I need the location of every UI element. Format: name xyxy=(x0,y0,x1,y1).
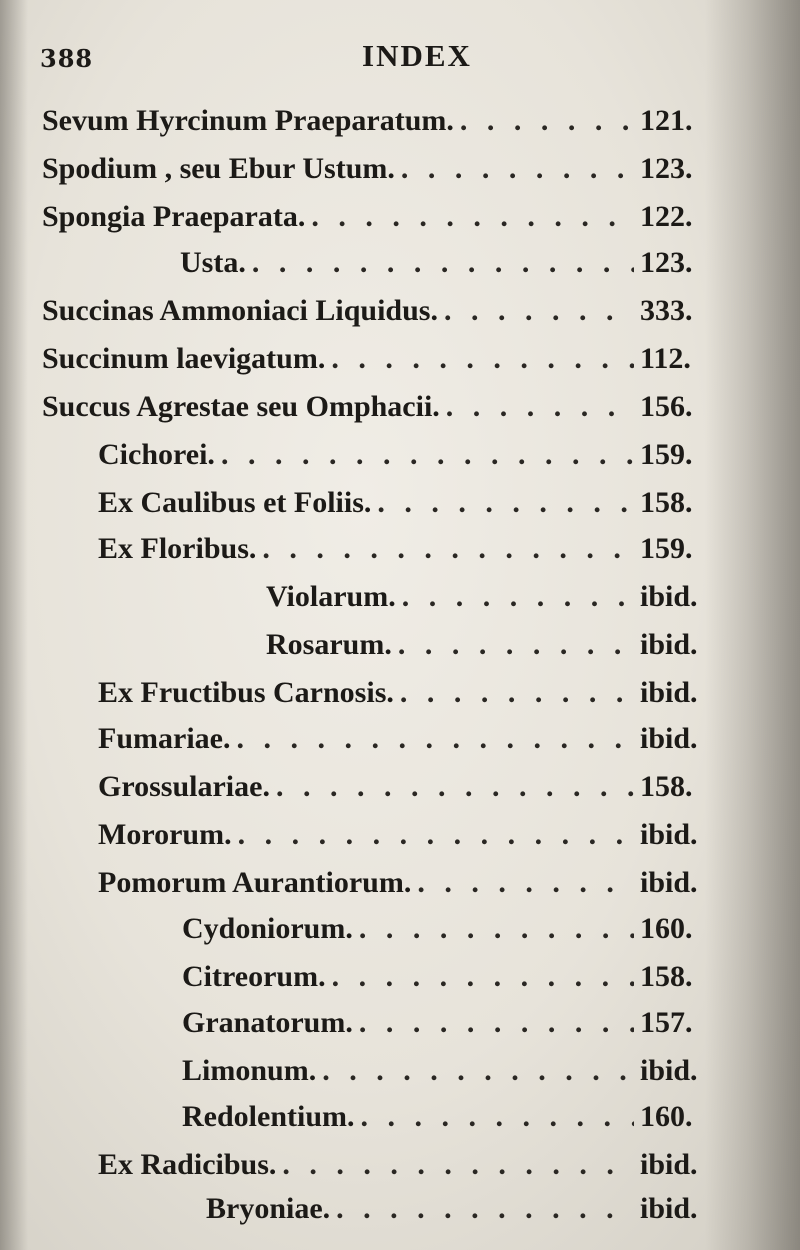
leader-dots xyxy=(400,676,634,710)
entry-page-ref: 121. xyxy=(640,104,693,137)
entry-label: Granatorum. xyxy=(182,1006,353,1039)
entry-page-ref: 157. xyxy=(640,1006,693,1039)
entry-label: Succinum laevigatum. xyxy=(42,342,326,375)
entry-page-ref: 122. xyxy=(640,200,693,233)
index-entry xyxy=(42,152,710,192)
entry-page-ref: 123. xyxy=(640,152,693,185)
entry-page-ref: 159. xyxy=(640,438,693,471)
entry-label: Violarum. xyxy=(266,580,396,613)
entry-label: Rosarum. xyxy=(266,628,392,661)
leader-dots xyxy=(276,770,634,804)
page-gutter-shadow xyxy=(0,0,28,1250)
entry-label: Ex Caulibus et Foliis. xyxy=(98,486,372,519)
entry-page-ref: 160. xyxy=(640,912,693,945)
entry-label: Cichorei. xyxy=(98,438,215,471)
index-entry xyxy=(266,628,710,668)
leader-dots xyxy=(262,532,634,566)
index-entry xyxy=(206,1192,710,1232)
leader-dots xyxy=(236,722,634,756)
leader-dots xyxy=(460,104,634,138)
entry-label: Ex Radicibus. xyxy=(98,1148,277,1181)
entry-page-ref: ibid. xyxy=(640,1054,698,1087)
page-edge-shadow xyxy=(705,0,800,1250)
index-entry xyxy=(180,246,710,286)
leader-dots xyxy=(401,152,634,186)
index-entry xyxy=(98,722,710,762)
leader-dots xyxy=(377,486,634,520)
entry-page-ref: 158. xyxy=(640,770,693,803)
entry-label: Citreorum. xyxy=(182,960,326,993)
leader-dots xyxy=(322,1054,634,1088)
page-number: 388 xyxy=(40,44,94,73)
entry-page-ref: ibid. xyxy=(640,818,698,851)
entry-label: Redolentium. xyxy=(182,1100,355,1133)
index-entry xyxy=(266,580,710,620)
index-entry xyxy=(98,770,710,810)
entry-page-ref: ibid. xyxy=(640,676,698,709)
entry-label: Usta. xyxy=(180,246,246,279)
entry-page-ref: ibid. xyxy=(640,866,698,899)
entry-page-ref: ibid. xyxy=(640,1148,698,1181)
entry-page-ref: ibid. xyxy=(640,628,698,661)
entry-label: Spongia Praeparata. xyxy=(42,200,306,233)
leader-dots xyxy=(252,246,634,280)
index-entry xyxy=(98,486,710,526)
leader-dots xyxy=(417,866,634,900)
entry-label: Succus Agrestae seu Omphacii. xyxy=(42,390,440,423)
leader-dots xyxy=(238,818,634,852)
leader-dots xyxy=(402,580,634,614)
index-entry xyxy=(98,1148,710,1188)
leader-dots xyxy=(359,1006,634,1040)
entry-page-ref: 333. xyxy=(640,294,693,327)
entry-page-ref: ibid. xyxy=(640,1192,698,1225)
index-entry xyxy=(42,294,710,334)
entry-label: Limonum. xyxy=(182,1054,317,1087)
entry-page-ref: 160. xyxy=(640,1100,693,1133)
index-entry xyxy=(42,104,710,144)
entry-label: Ex Floribus. xyxy=(98,532,257,565)
index-entry xyxy=(42,342,710,382)
entry-label: Grossulariae. xyxy=(98,770,270,803)
leader-dots xyxy=(311,200,634,234)
index-entry xyxy=(182,1006,710,1046)
index-entry xyxy=(182,912,710,952)
index-entry xyxy=(42,390,710,430)
entry-label: Pomorum Aurantiorum. xyxy=(98,866,412,899)
entry-page-ref: 158. xyxy=(640,960,693,993)
index-entry xyxy=(182,1054,710,1094)
entry-page-ref: 123. xyxy=(640,246,693,279)
index-entry xyxy=(98,438,710,478)
index-entry xyxy=(182,960,710,1000)
leader-dots xyxy=(331,342,634,376)
entry-page-ref: ibid. xyxy=(640,580,698,613)
entry-label: Sevum Hyrcinum Praeparatum. xyxy=(42,104,454,137)
entry-page-ref: 158. xyxy=(640,486,693,519)
entry-page-ref: ibid. xyxy=(640,722,698,755)
index-entry xyxy=(42,200,710,240)
index-entry xyxy=(182,1100,710,1140)
entry-page-ref: 156. xyxy=(640,390,693,423)
entry-label: Mororum. xyxy=(98,818,232,851)
page-title: INDEX xyxy=(362,38,472,73)
entry-label: Bryoniae. xyxy=(206,1192,331,1225)
leader-dots xyxy=(398,628,634,662)
entry-label: Cydoniorum. xyxy=(182,912,353,945)
entry-page-ref: 112. xyxy=(640,342,691,375)
entry-label: Fumariae. xyxy=(98,722,231,755)
index-entry xyxy=(98,818,710,858)
entry-label: Spodium , seu Ebur Ustum. xyxy=(42,152,395,185)
leader-dots xyxy=(359,912,634,946)
leader-dots xyxy=(282,1148,634,1182)
index-entry xyxy=(98,532,710,572)
index-entry xyxy=(98,676,710,716)
leader-dots xyxy=(446,390,634,424)
entry-label: Ex Fructibus Carnosis. xyxy=(98,676,394,709)
entry-page-ref: 159. xyxy=(640,532,693,565)
leader-dots xyxy=(444,294,634,328)
leader-dots xyxy=(361,1100,635,1134)
index-entry xyxy=(98,866,710,906)
leader-dots xyxy=(332,960,634,994)
entry-label: Succinas Ammoniaci Liquidus. xyxy=(42,294,438,327)
leader-dots xyxy=(336,1192,634,1226)
leader-dots xyxy=(221,438,634,472)
